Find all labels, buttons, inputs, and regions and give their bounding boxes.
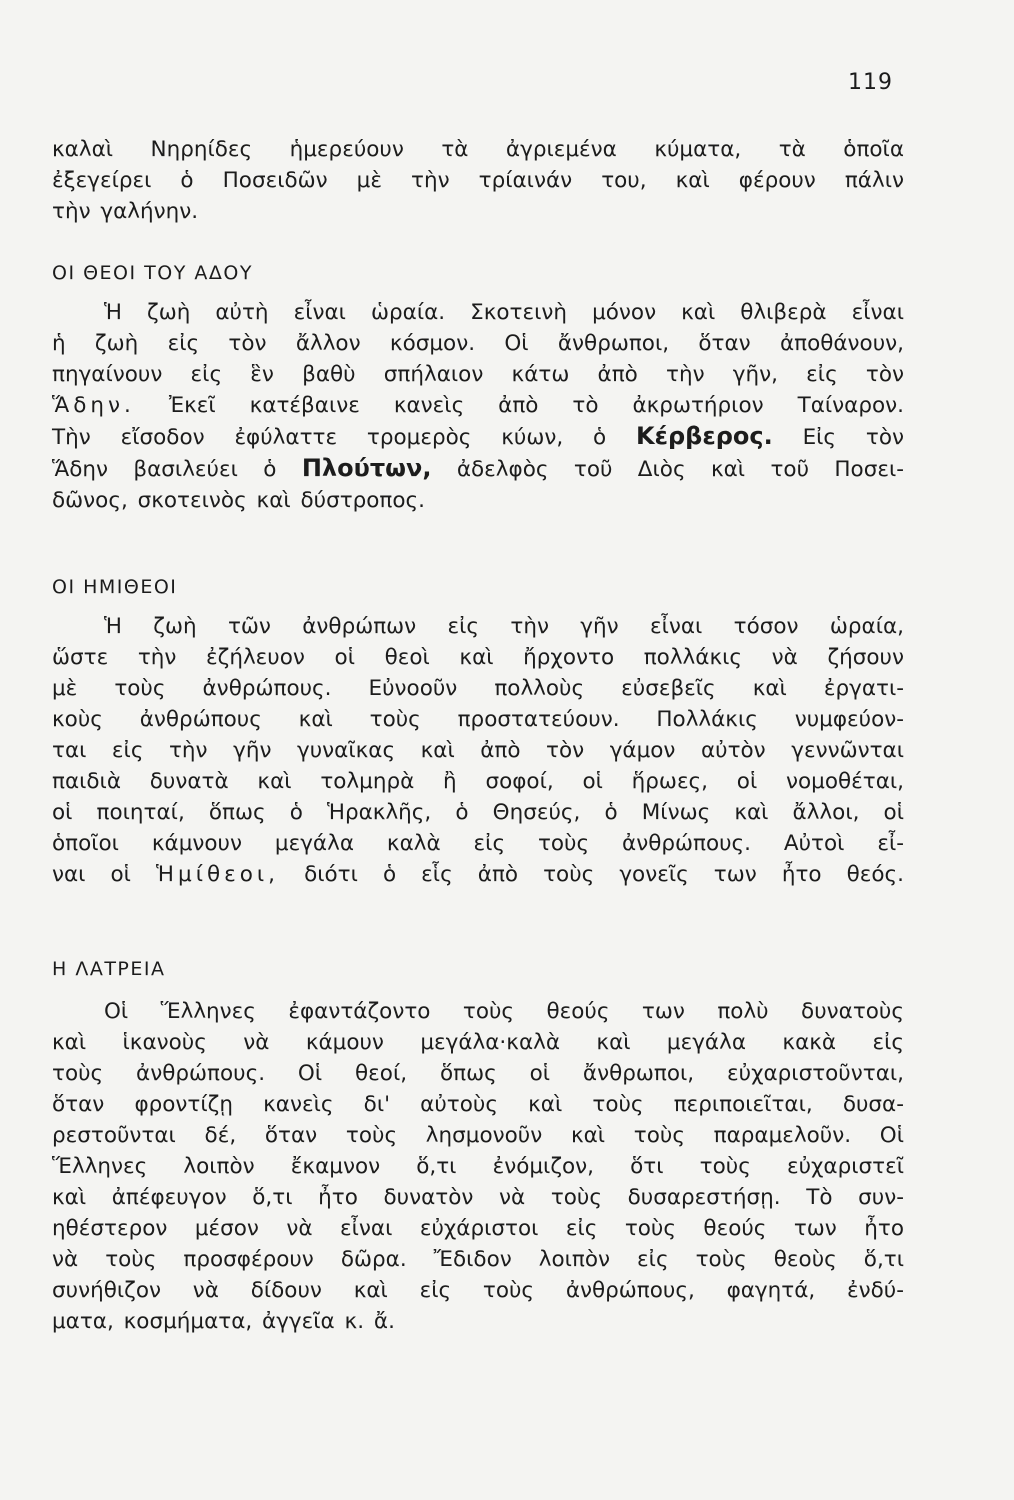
hades-paragraph xyxy=(52,297,904,516)
text-line: ὥστε τὴν ἐζήλευον οἱ θεοὶ καὶ ἤρχοντο πολλάκις νὰ ζήσουν xyxy=(52,645,904,670)
text-line: μὲ τοὺς ἀνθρώπους. Εὐνοοῦν πολλοὺς εὐσεβεῖς καὶ ἐργατι- xyxy=(52,676,904,701)
worship-paragraph xyxy=(52,996,904,1337)
text-line: συνήθιζον νὰ δίδουν καὶ εἰς τοὺς ἀνθρώπους, φαγητά, ἐνδύ- xyxy=(52,1278,904,1303)
text-line: κοὺς ἀνθρώπους καὶ τοὺς προστατεύουν. Πολλάκις νυμφεύον- xyxy=(52,707,904,732)
page-number: 119 xyxy=(848,70,893,95)
text-line: ματα, κοσμήματα, ἀγγεῖα κ. ἄ. xyxy=(52,1309,395,1334)
spaced-term: Ἅδην. xyxy=(52,393,135,418)
demigods-paragraph xyxy=(52,611,904,890)
text-line: τὴν γαλήνην. xyxy=(52,199,199,224)
text-segment: ναι οἱ xyxy=(52,862,131,887)
section-heading-worship: Η ΛΑΤΡΕΙΑ xyxy=(52,958,166,980)
bold-term-kerberos: Κέρβερος. xyxy=(636,422,773,450)
text-segment: Εἰς τὸν xyxy=(802,425,904,450)
text-line xyxy=(52,390,904,421)
text-line: Ἕλληνες λοιπὸν ἔκαμνον ὅ,τι ἐνόμιζον, ὅτι τοὺς εὐχαριστεῖ xyxy=(52,1154,904,1179)
text-line xyxy=(52,859,904,890)
text-line: πηγαίνουν εἰς ἓν βαθὺ σπήλαιον κάτω ἀπὸ τὴν γῆν, εἰς τὸν xyxy=(52,362,904,387)
text-line: παιδιὰ δυνατὰ καὶ τολμηρὰ ἢ σοφοί, οἱ ἥρωες, οἱ νομοθέται, xyxy=(52,769,904,794)
text-line: Ἡ ζωὴ τῶν ἀνθρώπων εἰς τὴν γῆν εἶναι τόσον ὡραία, xyxy=(104,614,904,639)
text-segment: Ἐκεῖ κατέβαινε κανεὶς ἀπὸ τὸ ἀκρωτήριον Ταίναρον. xyxy=(168,393,904,418)
text-line: Ἡ ζωὴ αὐτὴ εἶναι ὡραία. Σκοτεινὴ μόνον καὶ θλιβερὰ εἶναι xyxy=(104,300,904,325)
text-line: ὅταν φροντίζῃ κανεὶς δι' αὐτοὺς καὶ τοὺς περιποιεῖται, δυσα- xyxy=(52,1092,904,1117)
text-line: καὶ ἀπέφευγον ὅ,τι ἦτο δυνατὸν νὰ τοὺς δυσαρεστήσῃ. Τὸ συν- xyxy=(52,1185,904,1210)
text-line: καὶ ἱκανοὺς νὰ κάμουν μεγάλα·καλὰ καὶ μεγάλα κακὰ εἰς xyxy=(52,1030,904,1055)
text-line: ηθέστερον μέσον νὰ εἶναι εὐχάριστοι εἰς τοὺς θεούς των ἦτο xyxy=(52,1216,904,1241)
section-heading-demigods: ΟΙ ΗΜΙΘΕΟΙ xyxy=(52,576,178,598)
section-heading-hades: ΟΙ ΘΕΟΙ ΤΟΥ ΑΔΟΥ xyxy=(52,262,253,284)
text-segment: διότι ὁ εἷς ἀπὸ τοὺς γονεῖς των ἦτο θεός. xyxy=(304,862,904,887)
text-line: ὁποῖοι κάμνουν μεγάλα καλὰ εἰς τοὺς ἀνθρώπους. Αὐτοὶ εἶ- xyxy=(52,831,904,856)
text-line: δῶνος, σκοτεινὸς καὶ δύστροπος. xyxy=(52,488,425,513)
text-line: ται εἰς τὴν γῆν γυναῖκας καὶ ἀπὸ τὸν γάμον αὐτὸν γεννῶνται xyxy=(52,738,904,763)
text-segment: Τὴν εἴσοδον ἐφύλαττε τρομερὸς κύων, ὁ xyxy=(52,425,607,450)
text-line xyxy=(52,453,904,485)
text-line: ἐξεγείρει ὁ Ποσειδῶν μὲ τὴν τρίαινάν του, καὶ φέρουν πάλιν xyxy=(52,168,904,193)
bold-term-plouton: Πλούτων, xyxy=(301,454,432,482)
text-line xyxy=(52,421,904,453)
text-line: ρεστοῦνται δέ, ὅταν τοὺς λησμονοῦν καὶ τοὺς παραμελοῦν. Οἱ xyxy=(52,1123,904,1148)
text-segment: Ἅδην βασιλεύει ὁ xyxy=(52,457,277,482)
text-line: καλαὶ Νηρηίδες ἡμερεύουν τὰ ἀγριεμένα κύματα, τὰ ὁποῖα xyxy=(52,137,904,162)
text-segment: ἀδελφὸς τοῦ Διὸς καὶ τοῦ Ποσει- xyxy=(456,457,904,482)
text-line: οἱ ποιηταί, ὅπως ὁ Ἡρακλῆς, ὁ Θησεύς, ὁ Μίνως καὶ ἄλλοι, οἱ xyxy=(52,800,904,825)
text-line: νὰ τοὺς προσφέρουν δῶρα. Ἔδιδον λοιπὸν εἰς τοὺς θεοὺς ὅ,τι xyxy=(52,1247,904,1272)
text-line: τοὺς ἀνθρώπους. Οἱ θεοί, ὅπως οἱ ἄνθρωποι, εὐχαριστοῦνται, xyxy=(52,1061,904,1086)
intro-paragraph xyxy=(52,134,904,227)
text-line: Οἱ Ἕλληνες ἐφαντάζοντο τοὺς θεούς των πολὺ δυνατοὺς xyxy=(104,999,904,1024)
text-line: ἡ ζωὴ εἰς τὸν ἄλλον κόσμον. Οἱ ἄνθρωποι, ὅταν ἀποθάνουν, xyxy=(52,331,904,356)
spaced-term: Ἡμίθεοι, xyxy=(156,862,280,887)
